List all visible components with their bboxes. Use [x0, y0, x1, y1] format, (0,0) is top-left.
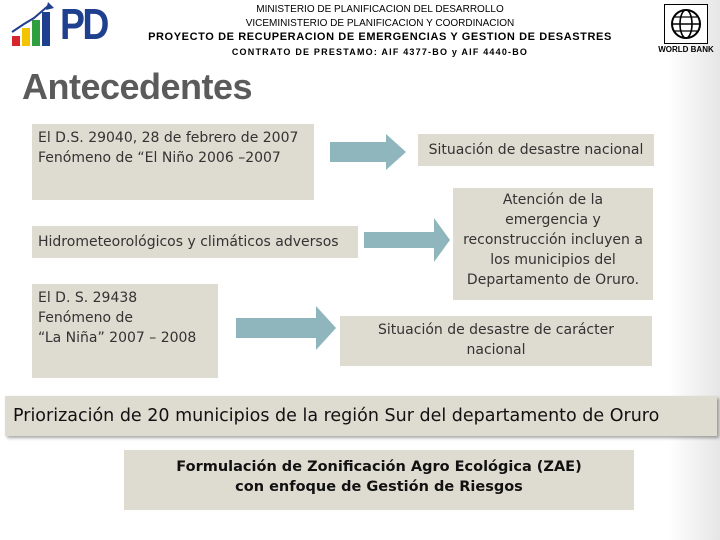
arrow-right-icon — [236, 306, 336, 350]
zae-line-2: con enfoque de Gestión de Riesgos — [235, 479, 523, 495]
emergency-attention-box — [453, 188, 653, 300]
national-disaster-line-1: Situación de desastre de carácter — [378, 322, 614, 338]
pd-logo-text: PD — [60, 0, 107, 49]
header-contract: CONTRATO DE PRESTAMO: AIF 4377-BO y AIF 4440-BO — [231, 47, 529, 57]
zae-line-1: Formulación de Zonificación Agro Ecológica (ZAE) — [176, 459, 582, 475]
national-disaster-character-box — [340, 316, 652, 366]
zae-formulation-box — [124, 450, 634, 510]
hydrometeorological-box: Hidrometeorológicos y climáticos adversos — [32, 226, 358, 258]
emergency-line-3: reconstrucción incluyen a — [463, 232, 643, 248]
right-edge-strip — [668, 0, 720, 540]
header-ministry: MINISTERIO DE PLANIFICACION DEL DESARROLLO — [256, 4, 504, 15]
decree-2008-box — [32, 284, 218, 378]
header-viceministry: VICEMINISTERIO DE PLANIFICACION Y COORDINACION — [245, 18, 515, 29]
arrow-right-icon — [364, 218, 450, 262]
la-nina-line: “La Niña” 2007 – 2008 — [38, 330, 197, 346]
decree-2008-line: El D. S. 29438 — [38, 290, 138, 306]
el-nino-line: Fenómeno de “El Niño 2006 –2007 — [38, 150, 281, 166]
national-disaster-line-2: nacional — [466, 342, 526, 358]
national-disaster-box: Situación de desastre nacional — [418, 134, 654, 166]
prioritization-banner: Priorización de 20 municipios de la región Sur del departamento de Oruro — [5, 396, 717, 436]
phenomenon-line: Fenómeno de — [38, 310, 133, 326]
arrow-right-icon — [330, 134, 406, 170]
emergency-line-5: Departamento de Oruro. — [466, 272, 640, 288]
decree-2007-line: El D.S. 29040, 28 de febrero de 2007 — [38, 130, 299, 146]
decree-2007-box — [32, 124, 314, 200]
pd-logo-icon — [10, 2, 122, 50]
world-bank-logo-icon — [654, 4, 718, 58]
emergency-line-4: los municipios del — [490, 252, 616, 268]
header-project: PROYECTO DE RECUPERACION DE EMERGENCIAS Y GESTION DE DESASTRES — [148, 31, 612, 43]
emergency-line-1: Atención de la — [502, 192, 604, 208]
page-title: Antecedentes — [22, 66, 253, 107]
emergency-line-2: emergencia y — [505, 212, 601, 228]
world-bank-label: WORLD BANK — [658, 45, 714, 54]
